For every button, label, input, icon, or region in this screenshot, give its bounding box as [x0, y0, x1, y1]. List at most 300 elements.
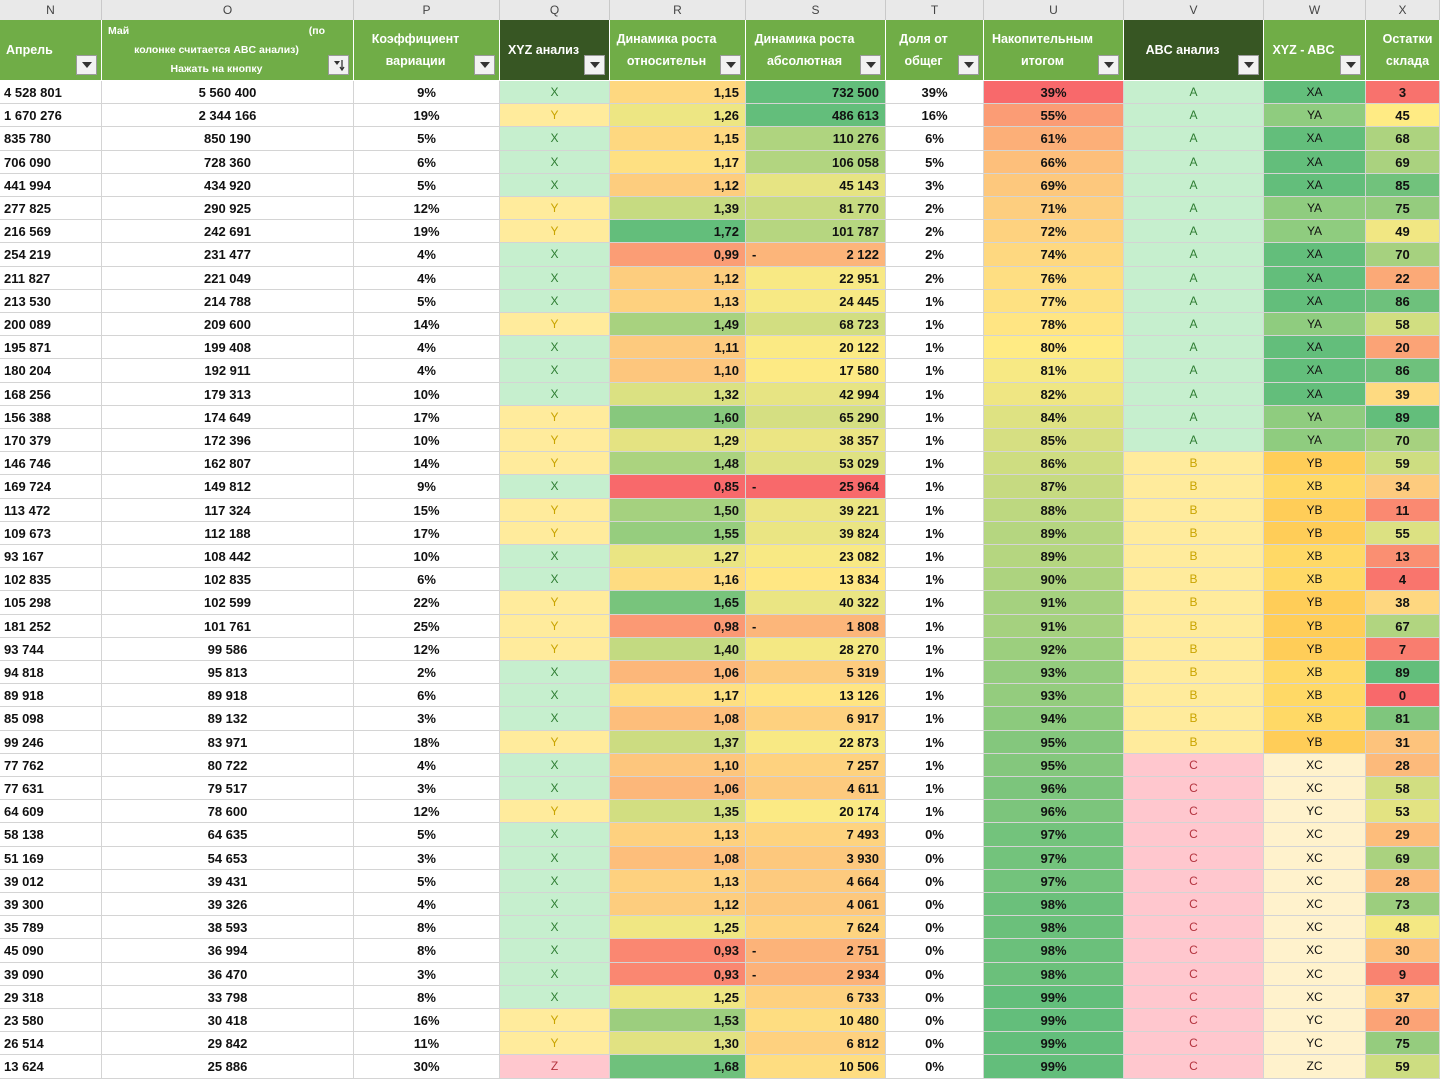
- filter-dropdown-button[interactable]: [860, 55, 881, 75]
- cell-col-p[interactable]: 25%: [354, 615, 500, 638]
- cell-col-q[interactable]: X: [500, 475, 610, 498]
- cell-col-r[interactable]: 1,15: [610, 81, 746, 104]
- filter-dropdown-button[interactable]: [584, 55, 605, 75]
- cell-col-r[interactable]: 1,49: [610, 313, 746, 336]
- cell-col-q[interactable]: Y: [500, 1032, 610, 1055]
- cell-col-n[interactable]: 51 169: [0, 847, 102, 870]
- cell-col-t[interactable]: 2%: [886, 220, 984, 243]
- cell-col-t[interactable]: 1%: [886, 499, 984, 522]
- cell-col-v[interactable]: C: [1124, 870, 1264, 893]
- cell-col-x[interactable]: 81: [1366, 707, 1440, 730]
- cell-col-w[interactable]: YA: [1264, 313, 1366, 336]
- cell-col-x[interactable]: 59: [1366, 452, 1440, 475]
- cell-col-p[interactable]: 3%: [354, 777, 500, 800]
- cell-col-q[interactable]: Y: [500, 800, 610, 823]
- cell-col-s[interactable]: 13 126: [746, 684, 886, 707]
- cell-col-s[interactable]: 6 812: [746, 1032, 886, 1055]
- cell-col-u[interactable]: 98%: [984, 893, 1124, 916]
- cell-col-o[interactable]: 54 653: [102, 847, 354, 870]
- cell-col-n[interactable]: 109 673: [0, 522, 102, 545]
- cell-col-x[interactable]: 55: [1366, 522, 1440, 545]
- cell-col-v[interactable]: C: [1124, 800, 1264, 823]
- cell-col-x[interactable]: 59: [1366, 1055, 1440, 1078]
- cell-col-n[interactable]: 39 300: [0, 893, 102, 916]
- cell-col-u[interactable]: 66%: [984, 151, 1124, 174]
- cell-col-o[interactable]: 39 431: [102, 870, 354, 893]
- cell-col-o[interactable]: 102 835: [102, 568, 354, 591]
- cell-col-s[interactable]: 20 174: [746, 800, 886, 823]
- cell-col-t[interactable]: 16%: [886, 104, 984, 127]
- cell-col-t[interactable]: 0%: [886, 1055, 984, 1078]
- cell-col-x[interactable]: 0: [1366, 684, 1440, 707]
- cell-col-r[interactable]: 1,55: [610, 522, 746, 545]
- cell-col-v[interactable]: A: [1124, 197, 1264, 220]
- filter-dropdown-button[interactable]: [76, 55, 97, 75]
- cell-col-p[interactable]: 12%: [354, 800, 500, 823]
- cell-col-s[interactable]: 4 061: [746, 893, 886, 916]
- cell-col-o[interactable]: 108 442: [102, 545, 354, 568]
- cell-col-w[interactable]: YB: [1264, 731, 1366, 754]
- cell-col-r[interactable]: 1,13: [610, 870, 746, 893]
- cell-col-v[interactable]: B: [1124, 452, 1264, 475]
- cell-col-v[interactable]: A: [1124, 406, 1264, 429]
- cell-col-n[interactable]: 29 318: [0, 986, 102, 1009]
- cell-col-n[interactable]: 277 825: [0, 197, 102, 220]
- cell-col-x[interactable]: 49: [1366, 220, 1440, 243]
- cell-col-o[interactable]: 89 918: [102, 684, 354, 707]
- cell-col-p[interactable]: 10%: [354, 545, 500, 568]
- cell-col-w[interactable]: XC: [1264, 777, 1366, 800]
- cell-col-w[interactable]: YC: [1264, 800, 1366, 823]
- cell-col-n[interactable]: 77 631: [0, 777, 102, 800]
- cell-col-s[interactable]: 39 221: [746, 499, 886, 522]
- cell-col-u[interactable]: 96%: [984, 777, 1124, 800]
- cell-col-o[interactable]: 33 798: [102, 986, 354, 1009]
- cell-col-u[interactable]: 98%: [984, 963, 1124, 986]
- cell-col-x[interactable]: 75: [1366, 1032, 1440, 1055]
- cell-col-w[interactable]: XC: [1264, 823, 1366, 846]
- cell-col-x[interactable]: 11: [1366, 499, 1440, 522]
- cell-col-n[interactable]: 180 204: [0, 359, 102, 382]
- cell-col-x[interactable]: 28: [1366, 870, 1440, 893]
- cell-col-x[interactable]: 70: [1366, 243, 1440, 266]
- cell-col-u[interactable]: 89%: [984, 545, 1124, 568]
- cell-col-u[interactable]: 92%: [984, 638, 1124, 661]
- cell-col-s[interactable]: 732 500: [746, 81, 886, 104]
- cell-col-s[interactable]: 68 723: [746, 313, 886, 336]
- cell-col-u[interactable]: 93%: [984, 684, 1124, 707]
- cell-col-x[interactable]: 86: [1366, 290, 1440, 313]
- header-col-t[interactable]: [886, 20, 984, 80]
- cell-col-x[interactable]: 85: [1366, 174, 1440, 197]
- cell-col-s[interactable]: 6 733: [746, 986, 886, 1009]
- cell-col-w[interactable]: XC: [1264, 939, 1366, 962]
- cell-col-n[interactable]: 35 789: [0, 916, 102, 939]
- cell-col-x[interactable]: 29: [1366, 823, 1440, 846]
- cell-col-u[interactable]: 87%: [984, 475, 1124, 498]
- filter-dropdown-button[interactable]: [1340, 55, 1361, 75]
- cell-col-x[interactable]: 53: [1366, 800, 1440, 823]
- cell-col-s[interactable]: 39 824: [746, 522, 886, 545]
- cell-col-x[interactable]: 28: [1366, 754, 1440, 777]
- cell-col-u[interactable]: 86%: [984, 452, 1124, 475]
- cell-col-x[interactable]: 89: [1366, 406, 1440, 429]
- cell-col-w[interactable]: YB: [1264, 638, 1366, 661]
- cell-col-r[interactable]: 1,15: [610, 127, 746, 150]
- cell-col-o[interactable]: 79 517: [102, 777, 354, 800]
- cell-col-t[interactable]: 2%: [886, 243, 984, 266]
- cell-col-n[interactable]: 77 762: [0, 754, 102, 777]
- cell-col-t[interactable]: 0%: [886, 963, 984, 986]
- cell-col-s[interactable]: 7 624: [746, 916, 886, 939]
- cell-col-q[interactable]: Y: [500, 220, 610, 243]
- cell-col-t[interactable]: 1%: [886, 545, 984, 568]
- cell-col-w[interactable]: XB: [1264, 568, 1366, 591]
- cell-col-t[interactable]: 1%: [886, 359, 984, 382]
- cell-col-x[interactable]: 69: [1366, 847, 1440, 870]
- cell-col-t[interactable]: 2%: [886, 267, 984, 290]
- cell-col-r[interactable]: 1,72: [610, 220, 746, 243]
- cell-col-v[interactable]: B: [1124, 545, 1264, 568]
- cell-col-p[interactable]: 17%: [354, 406, 500, 429]
- cell-col-v[interactable]: A: [1124, 336, 1264, 359]
- cell-col-s[interactable]: [746, 615, 886, 638]
- cell-col-p[interactable]: 4%: [354, 336, 500, 359]
- cell-col-t[interactable]: 0%: [886, 870, 984, 893]
- cell-col-t[interactable]: 1%: [886, 568, 984, 591]
- cell-col-p[interactable]: 11%: [354, 1032, 500, 1055]
- cell-col-t[interactable]: 1%: [886, 754, 984, 777]
- cell-col-u[interactable]: 97%: [984, 847, 1124, 870]
- cell-col-r[interactable]: 1,68: [610, 1055, 746, 1078]
- cell-col-s[interactable]: 486 613: [746, 104, 886, 127]
- cell-col-r[interactable]: 1,08: [610, 847, 746, 870]
- cell-col-s[interactable]: 3 930: [746, 847, 886, 870]
- cell-col-q[interactable]: Y: [500, 429, 610, 452]
- header-col-u[interactable]: [984, 20, 1124, 80]
- cell-col-p[interactable]: 5%: [354, 290, 500, 313]
- cell-col-q[interactable]: X: [500, 893, 610, 916]
- cell-col-q[interactable]: X: [500, 847, 610, 870]
- cell-col-x[interactable]: 86: [1366, 359, 1440, 382]
- cell-col-w[interactable]: YA: [1264, 220, 1366, 243]
- cell-col-x[interactable]: 37: [1366, 986, 1440, 1009]
- cell-col-n[interactable]: 39 012: [0, 870, 102, 893]
- cell-col-x[interactable]: 58: [1366, 777, 1440, 800]
- filter-dropdown-button[interactable]: [474, 55, 495, 75]
- cell-col-t[interactable]: 1%: [886, 661, 984, 684]
- cell-col-v[interactable]: C: [1124, 986, 1264, 1009]
- cell-col-w[interactable]: XC: [1264, 847, 1366, 870]
- cell-col-u[interactable]: 99%: [984, 1009, 1124, 1032]
- cell-col-n[interactable]: 93 167: [0, 545, 102, 568]
- cell-col-o[interactable]: 850 190: [102, 127, 354, 150]
- cell-col-p[interactable]: 6%: [354, 568, 500, 591]
- cell-col-s[interactable]: 7 257: [746, 754, 886, 777]
- cell-col-p[interactable]: 6%: [354, 684, 500, 707]
- cell-col-s[interactable]: 101 787: [746, 220, 886, 243]
- cell-col-r[interactable]: 1,17: [610, 151, 746, 174]
- cell-col-s[interactable]: 28 270: [746, 638, 886, 661]
- cell-col-v[interactable]: B: [1124, 638, 1264, 661]
- cell-col-n[interactable]: 441 994: [0, 174, 102, 197]
- cell-col-v[interactable]: C: [1124, 963, 1264, 986]
- filter-dropdown-button[interactable]: [958, 55, 979, 75]
- cell-col-r[interactable]: 1,30: [610, 1032, 746, 1055]
- column-letter-u[interactable]: U: [984, 0, 1124, 20]
- cell-col-u[interactable]: 82%: [984, 383, 1124, 406]
- cell-col-n[interactable]: 85 098: [0, 707, 102, 730]
- header-col-n[interactable]: [0, 20, 102, 80]
- cell-col-n[interactable]: 170 379: [0, 429, 102, 452]
- cell-col-t[interactable]: 1%: [886, 591, 984, 614]
- cell-col-p[interactable]: 2%: [354, 661, 500, 684]
- cell-col-q[interactable]: X: [500, 986, 610, 1009]
- cell-col-v[interactable]: C: [1124, 777, 1264, 800]
- cell-col-x[interactable]: 89: [1366, 661, 1440, 684]
- cell-col-n[interactable]: 195 871: [0, 336, 102, 359]
- cell-col-u[interactable]: 90%: [984, 568, 1124, 591]
- sort-filter-button[interactable]: [328, 55, 349, 75]
- cell-col-u[interactable]: 95%: [984, 731, 1124, 754]
- cell-col-w[interactable]: XA: [1264, 290, 1366, 313]
- cell-col-p[interactable]: 5%: [354, 174, 500, 197]
- cell-col-o[interactable]: 83 971: [102, 731, 354, 754]
- cell-col-o[interactable]: 209 600: [102, 313, 354, 336]
- cell-col-v[interactable]: A: [1124, 127, 1264, 150]
- cell-col-t[interactable]: 0%: [886, 1032, 984, 1055]
- cell-col-n[interactable]: 835 780: [0, 127, 102, 150]
- column-letter-o[interactable]: O: [102, 0, 354, 20]
- cell-col-r[interactable]: 1,13: [610, 290, 746, 313]
- cell-col-r[interactable]: 1,12: [610, 267, 746, 290]
- cell-col-u[interactable]: 91%: [984, 615, 1124, 638]
- cell-col-v[interactable]: B: [1124, 615, 1264, 638]
- column-letter-w[interactable]: W: [1264, 0, 1366, 20]
- cell-col-o[interactable]: 117 324: [102, 499, 354, 522]
- cell-col-u[interactable]: 97%: [984, 823, 1124, 846]
- column-letter-n[interactable]: N: [0, 0, 102, 20]
- cell-col-w[interactable]: XC: [1264, 963, 1366, 986]
- cell-col-p[interactable]: 19%: [354, 104, 500, 127]
- cell-col-p[interactable]: 8%: [354, 986, 500, 1009]
- cell-col-n[interactable]: 93 744: [0, 638, 102, 661]
- cell-col-o[interactable]: 39 326: [102, 893, 354, 916]
- column-letter-s[interactable]: S: [746, 0, 886, 20]
- cell-col-t[interactable]: 0%: [886, 823, 984, 846]
- cell-col-n[interactable]: 213 530: [0, 290, 102, 313]
- cell-col-u[interactable]: 78%: [984, 313, 1124, 336]
- cell-col-x[interactable]: 38: [1366, 591, 1440, 614]
- cell-col-o[interactable]: 78 600: [102, 800, 354, 823]
- cell-col-p[interactable]: 4%: [354, 267, 500, 290]
- cell-col-n[interactable]: 105 298: [0, 591, 102, 614]
- cell-col-v[interactable]: B: [1124, 499, 1264, 522]
- cell-col-o[interactable]: 89 132: [102, 707, 354, 730]
- cell-col-s[interactable]: 24 445: [746, 290, 886, 313]
- cell-col-x[interactable]: 7: [1366, 638, 1440, 661]
- cell-col-o[interactable]: 192 911: [102, 359, 354, 382]
- cell-col-p[interactable]: 19%: [354, 220, 500, 243]
- cell-col-v[interactable]: B: [1124, 568, 1264, 591]
- cell-col-w[interactable]: XA: [1264, 267, 1366, 290]
- cell-col-r[interactable]: 1,26: [610, 104, 746, 127]
- cell-col-w[interactable]: XC: [1264, 870, 1366, 893]
- cell-col-v[interactable]: C: [1124, 893, 1264, 916]
- cell-col-r[interactable]: 1,50: [610, 499, 746, 522]
- cell-col-r[interactable]: 1,10: [610, 754, 746, 777]
- header-col-r[interactable]: [610, 20, 746, 80]
- cell-col-s[interactable]: [746, 939, 886, 962]
- cell-col-q[interactable]: Y: [500, 615, 610, 638]
- cell-col-x[interactable]: 20: [1366, 336, 1440, 359]
- cell-col-r[interactable]: 1,25: [610, 986, 746, 1009]
- cell-col-q[interactable]: X: [500, 754, 610, 777]
- cell-col-p[interactable]: 10%: [354, 429, 500, 452]
- cell-col-x[interactable]: 68: [1366, 127, 1440, 150]
- cell-col-s[interactable]: 17 580: [746, 359, 886, 382]
- cell-col-s[interactable]: 81 770: [746, 197, 886, 220]
- cell-col-w[interactable]: YB: [1264, 522, 1366, 545]
- cell-col-q[interactable]: X: [500, 661, 610, 684]
- cell-col-q[interactable]: Y: [500, 452, 610, 475]
- cell-col-t[interactable]: 1%: [886, 707, 984, 730]
- cell-col-o[interactable]: 172 396: [102, 429, 354, 452]
- cell-col-n[interactable]: 113 472: [0, 499, 102, 522]
- cell-col-q[interactable]: X: [500, 963, 610, 986]
- cell-col-r[interactable]: 1,48: [610, 452, 746, 475]
- header-col-x[interactable]: [1366, 20, 1440, 80]
- cell-col-p[interactable]: 5%: [354, 870, 500, 893]
- cell-col-r[interactable]: 1,60: [610, 406, 746, 429]
- cell-col-x[interactable]: 13: [1366, 545, 1440, 568]
- cell-col-o[interactable]: 64 635: [102, 823, 354, 846]
- header-col-v[interactable]: [1124, 20, 1264, 80]
- cell-col-r[interactable]: 1,12: [610, 893, 746, 916]
- cell-col-r[interactable]: 1,17: [610, 684, 746, 707]
- cell-col-s[interactable]: 53 029: [746, 452, 886, 475]
- cell-col-w[interactable]: XB: [1264, 475, 1366, 498]
- cell-col-p[interactable]: 6%: [354, 151, 500, 174]
- cell-col-q[interactable]: Y: [500, 406, 610, 429]
- cell-col-p[interactable]: 16%: [354, 1009, 500, 1032]
- cell-col-o[interactable]: 30 418: [102, 1009, 354, 1032]
- cell-col-v[interactable]: A: [1124, 220, 1264, 243]
- cell-col-w[interactable]: YB: [1264, 452, 1366, 475]
- cell-col-t[interactable]: 1%: [886, 522, 984, 545]
- cell-col-p[interactable]: 3%: [354, 963, 500, 986]
- cell-col-v[interactable]: A: [1124, 243, 1264, 266]
- cell-col-r[interactable]: 1,16: [610, 568, 746, 591]
- cell-col-s[interactable]: 22 873: [746, 731, 886, 754]
- cell-col-p[interactable]: 5%: [354, 823, 500, 846]
- column-letter-r[interactable]: R: [610, 0, 746, 20]
- cell-col-s[interactable]: 110 276: [746, 127, 886, 150]
- cell-col-q[interactable]: X: [500, 243, 610, 266]
- cell-col-u[interactable]: 84%: [984, 406, 1124, 429]
- cell-col-v[interactable]: A: [1124, 104, 1264, 127]
- cell-col-v[interactable]: A: [1124, 81, 1264, 104]
- cell-col-n[interactable]: 216 569: [0, 220, 102, 243]
- cell-col-q[interactable]: X: [500, 151, 610, 174]
- cell-col-n[interactable]: 254 219: [0, 243, 102, 266]
- cell-col-w[interactable]: YA: [1264, 429, 1366, 452]
- cell-col-q[interactable]: Y: [500, 522, 610, 545]
- cell-col-v[interactable]: B: [1124, 707, 1264, 730]
- cell-col-n[interactable]: 94 818: [0, 661, 102, 684]
- cell-col-r[interactable]: 1,25: [610, 916, 746, 939]
- cell-col-q[interactable]: Y: [500, 591, 610, 614]
- cell-col-n[interactable]: 23 580: [0, 1009, 102, 1032]
- cell-col-o[interactable]: 36 470: [102, 963, 354, 986]
- cell-col-u[interactable]: 89%: [984, 522, 1124, 545]
- cell-col-r[interactable]: 1,13: [610, 823, 746, 846]
- cell-col-t[interactable]: 0%: [886, 916, 984, 939]
- cell-col-n[interactable]: 200 089: [0, 313, 102, 336]
- cell-col-v[interactable]: C: [1124, 1009, 1264, 1032]
- cell-col-q[interactable]: X: [500, 684, 610, 707]
- cell-col-x[interactable]: 70: [1366, 429, 1440, 452]
- filter-dropdown-button[interactable]: [1098, 55, 1119, 75]
- cell-col-o[interactable]: 80 722: [102, 754, 354, 777]
- cell-col-n[interactable]: 102 835: [0, 568, 102, 591]
- cell-col-t[interactable]: 1%: [886, 777, 984, 800]
- cell-col-t[interactable]: 1%: [886, 731, 984, 754]
- cell-col-t[interactable]: 1%: [886, 452, 984, 475]
- cell-col-t[interactable]: 6%: [886, 127, 984, 150]
- cell-col-w[interactable]: YC: [1264, 1032, 1366, 1055]
- cell-col-u[interactable]: 80%: [984, 336, 1124, 359]
- cell-col-x[interactable]: 48: [1366, 916, 1440, 939]
- cell-col-p[interactable]: 14%: [354, 313, 500, 336]
- cell-col-s[interactable]: [746, 475, 886, 498]
- column-letter-x[interactable]: X: [1366, 0, 1440, 20]
- column-letter-v[interactable]: V: [1124, 0, 1264, 20]
- cell-col-t[interactable]: 0%: [886, 1009, 984, 1032]
- cell-col-o[interactable]: 179 313: [102, 383, 354, 406]
- cell-col-v[interactable]: C: [1124, 847, 1264, 870]
- cell-col-v[interactable]: B: [1124, 684, 1264, 707]
- filter-dropdown-button[interactable]: [720, 55, 741, 75]
- cell-col-t[interactable]: 1%: [886, 336, 984, 359]
- cell-col-p[interactable]: 17%: [354, 522, 500, 545]
- cell-col-t[interactable]: 1%: [886, 800, 984, 823]
- cell-col-t[interactable]: 1%: [886, 290, 984, 313]
- cell-col-p[interactable]: 5%: [354, 127, 500, 150]
- cell-col-t[interactable]: 1%: [886, 615, 984, 638]
- cell-col-s[interactable]: [746, 243, 886, 266]
- cell-col-t[interactable]: 5%: [886, 151, 984, 174]
- cell-col-w[interactable]: YB: [1264, 615, 1366, 638]
- cell-col-u[interactable]: 88%: [984, 499, 1124, 522]
- column-letter-t[interactable]: T: [886, 0, 984, 20]
- cell-col-o[interactable]: 242 691: [102, 220, 354, 243]
- cell-col-x[interactable]: 45: [1366, 104, 1440, 127]
- cell-col-r[interactable]: 0,93: [610, 963, 746, 986]
- cell-col-u[interactable]: 81%: [984, 359, 1124, 382]
- cell-col-n[interactable]: 4 528 801: [0, 81, 102, 104]
- cell-col-r[interactable]: 1,10: [610, 359, 746, 382]
- cell-col-w[interactable]: XA: [1264, 383, 1366, 406]
- cell-col-t[interactable]: 39%: [886, 81, 984, 104]
- cell-col-v[interactable]: A: [1124, 383, 1264, 406]
- cell-col-s[interactable]: 65 290: [746, 406, 886, 429]
- cell-col-u[interactable]: 85%: [984, 429, 1124, 452]
- cell-col-t[interactable]: 3%: [886, 174, 984, 197]
- cell-col-o[interactable]: 214 788: [102, 290, 354, 313]
- cell-col-p[interactable]: 3%: [354, 707, 500, 730]
- cell-col-v[interactable]: A: [1124, 359, 1264, 382]
